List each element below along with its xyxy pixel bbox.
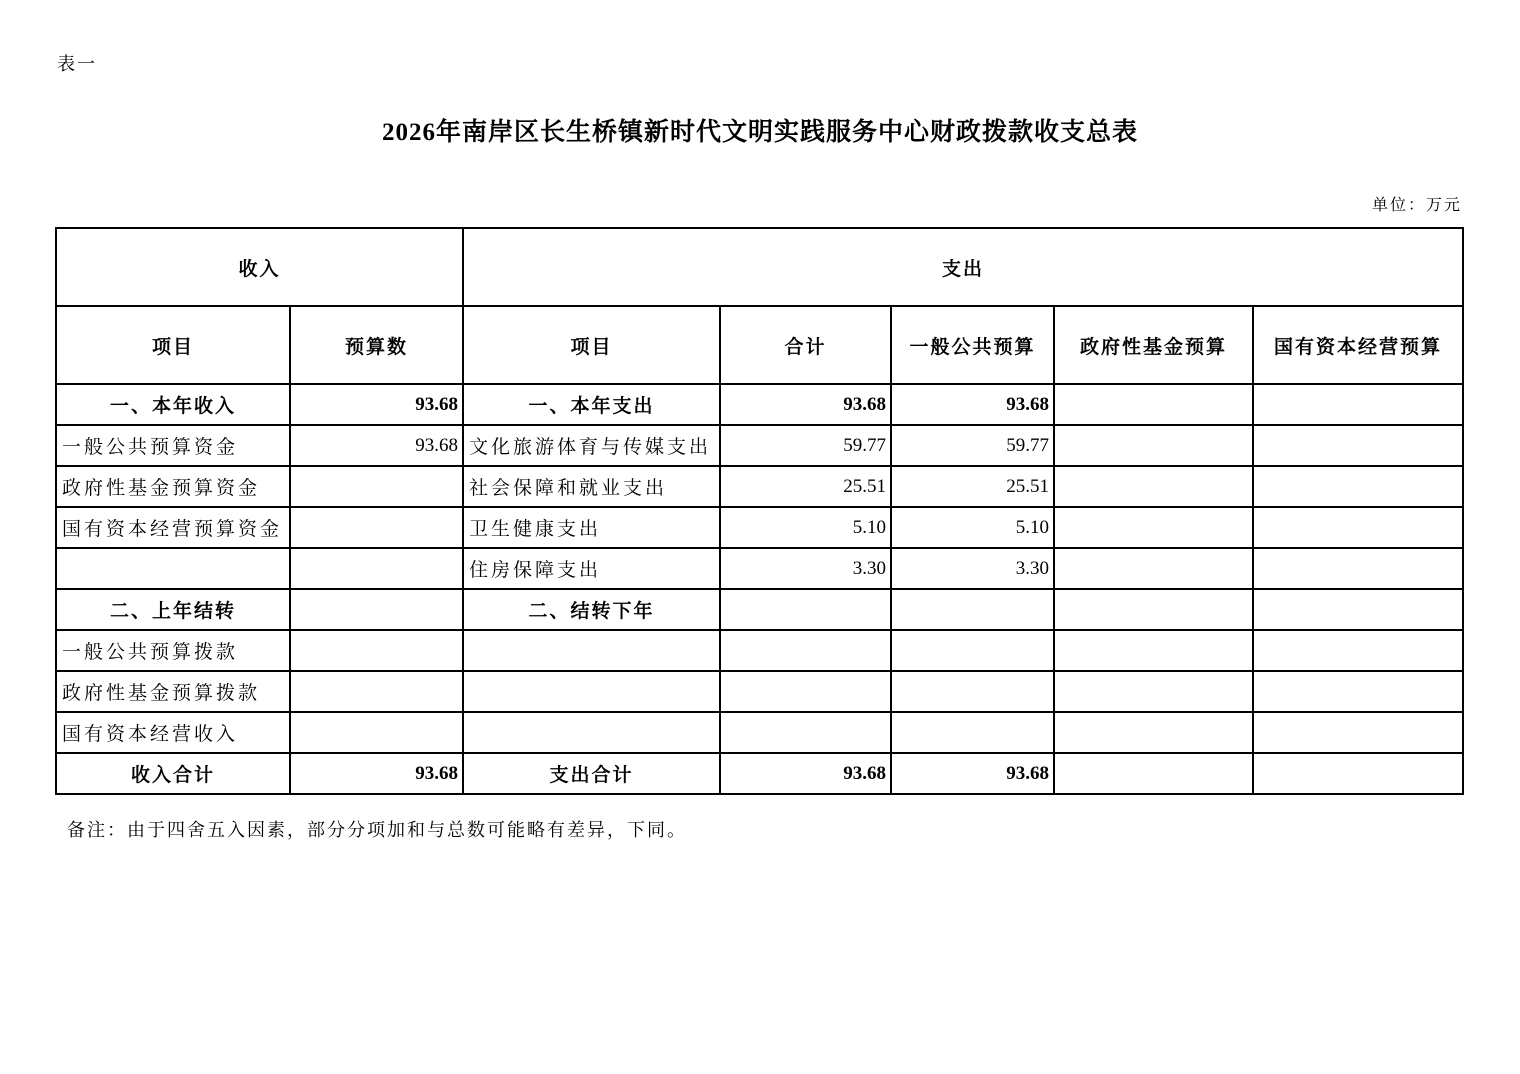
- expense-state-capital-cell: [1253, 507, 1463, 548]
- expense-total-cell: [720, 630, 891, 671]
- expense-item-cell: 文化旅游体育与传媒支出: [463, 425, 720, 466]
- expense-state-capital-cell: [1253, 753, 1463, 794]
- expense-gov-fund-cell: [1054, 671, 1253, 712]
- table-row: [56, 384, 1463, 425]
- expense-item-cell: 社会保障和就业支出: [463, 466, 720, 507]
- expense-general-budget-cell: 5.10: [891, 507, 1054, 548]
- col-header-expense-statecap: 国有资本经营预算: [1253, 306, 1463, 384]
- expense-item-cell: 住房保障支出: [463, 548, 720, 589]
- expense-state-capital-cell: [1253, 425, 1463, 466]
- expense-item-cell: 卫生健康支出: [463, 507, 720, 548]
- expense-item-cell: [463, 630, 720, 671]
- income-budget-cell: 93.68: [290, 425, 463, 466]
- income-item-cell: 一般公共预算资金: [56, 425, 290, 466]
- income-budget-cell: [290, 671, 463, 712]
- expense-general-budget-cell: 59.77: [891, 425, 1054, 466]
- expense-total-cell: 3.30: [720, 548, 891, 589]
- expense-total-cell: 93.68: [720, 753, 891, 794]
- expense-general-budget-cell: 3.30: [891, 548, 1054, 589]
- expense-gov-fund-cell: [1054, 589, 1253, 630]
- expense-total-cell: 59.77: [720, 425, 891, 466]
- expense-state-capital-cell: [1253, 671, 1463, 712]
- expense-general-budget-cell: 25.51: [891, 466, 1054, 507]
- expense-state-capital-cell: [1253, 589, 1463, 630]
- col-header-expense-govfund: 政府性基金预算: [1054, 306, 1253, 384]
- page-title: 2026年南岸区长生桥镇新时代文明实践服务中心财政拨款收支总表: [381, 119, 1138, 146]
- expense-gov-fund-cell: [1054, 753, 1253, 794]
- income-item-cell: 国有资本经营预算资金: [56, 507, 290, 548]
- income-item-cell: [56, 548, 290, 589]
- table-row: [56, 425, 1463, 466]
- table-row: [56, 712, 1463, 753]
- expense-general-budget-cell: 93.68: [891, 384, 1054, 425]
- expense-gov-fund-cell: [1054, 630, 1253, 671]
- income-budget-cell: [290, 589, 463, 630]
- table-row: [56, 671, 1463, 712]
- income-budget-cell: [290, 466, 463, 507]
- table-row: [56, 753, 1463, 794]
- expense-gov-fund-cell: [1054, 548, 1253, 589]
- col-header-expense-item: 项目: [463, 306, 720, 384]
- expense-general-budget-cell: 93.68: [891, 753, 1054, 794]
- income-item-cell: 收入合计: [56, 753, 290, 794]
- expense-general-budget-cell: [891, 589, 1054, 630]
- col-header-expense-total: 合计: [720, 306, 891, 384]
- expense-state-capital-cell: [1253, 466, 1463, 507]
- table-row: [56, 466, 1463, 507]
- table-row: [56, 548, 1463, 589]
- income-item-cell: 政府性基金预算资金: [56, 466, 290, 507]
- expense-total-cell: [720, 712, 891, 753]
- col-header-income-budget: 预算数: [290, 306, 463, 384]
- expense-total-cell: [720, 671, 891, 712]
- expense-gov-fund-cell: [1054, 712, 1253, 753]
- expense-general-budget-cell: [891, 630, 1054, 671]
- col-header-income-item: 项目: [56, 306, 290, 384]
- section-header-row: [56, 228, 1463, 306]
- income-budget-cell: 93.68: [290, 384, 463, 425]
- income-item-cell: 二、上年结转: [56, 589, 290, 630]
- income-item-cell: 政府性基金预算拨款: [56, 671, 290, 712]
- column-header-row: [56, 306, 1463, 384]
- expense-item-cell: [463, 671, 720, 712]
- expense-total-cell: 5.10: [720, 507, 891, 548]
- expense-state-capital-cell: [1253, 630, 1463, 671]
- income-budget-cell: [290, 507, 463, 548]
- table-row: [56, 589, 1463, 630]
- income-budget-cell: [290, 548, 463, 589]
- expense-general-budget-cell: [891, 712, 1054, 753]
- expense-general-budget-cell: [891, 671, 1054, 712]
- footnote: 备注：由于四舍五入因素，部分分项加和与总数可能略有差异，下同。: [67, 820, 687, 840]
- expense-item-cell: 支出合计: [463, 753, 720, 794]
- expense-state-capital-cell: [1253, 548, 1463, 589]
- expense-item-cell: 一、本年支出: [463, 384, 720, 425]
- unit-note: 单位：万元: [1371, 197, 1462, 214]
- expense-total-cell: [720, 589, 891, 630]
- income-item-cell: 国有资本经营收入: [56, 712, 290, 753]
- expense-total-cell: 25.51: [720, 466, 891, 507]
- income-budget-cell: [290, 630, 463, 671]
- expense-gov-fund-cell: [1054, 425, 1253, 466]
- table-label: 表一: [57, 54, 97, 74]
- expense-section-header: 支出: [463, 228, 1463, 306]
- expense-state-capital-cell: [1253, 384, 1463, 425]
- income-item-cell: 一般公共预算拨款: [56, 630, 290, 671]
- budget-table: [55, 227, 1464, 795]
- expense-item-cell: 二、结转下年: [463, 589, 720, 630]
- expense-gov-fund-cell: [1054, 507, 1253, 548]
- income-section-header: 收入: [56, 228, 463, 306]
- income-budget-cell: 93.68: [290, 753, 463, 794]
- income-budget-cell: [290, 712, 463, 753]
- col-header-expense-general: 一般公共预算: [891, 306, 1054, 384]
- expense-total-cell: 93.68: [720, 384, 891, 425]
- expense-gov-fund-cell: [1054, 466, 1253, 507]
- expense-gov-fund-cell: [1054, 384, 1253, 425]
- table-row: [56, 507, 1463, 548]
- expense-state-capital-cell: [1253, 712, 1463, 753]
- table-row: [56, 630, 1463, 671]
- income-item-cell: 一、本年收入: [56, 384, 290, 425]
- expense-item-cell: [463, 712, 720, 753]
